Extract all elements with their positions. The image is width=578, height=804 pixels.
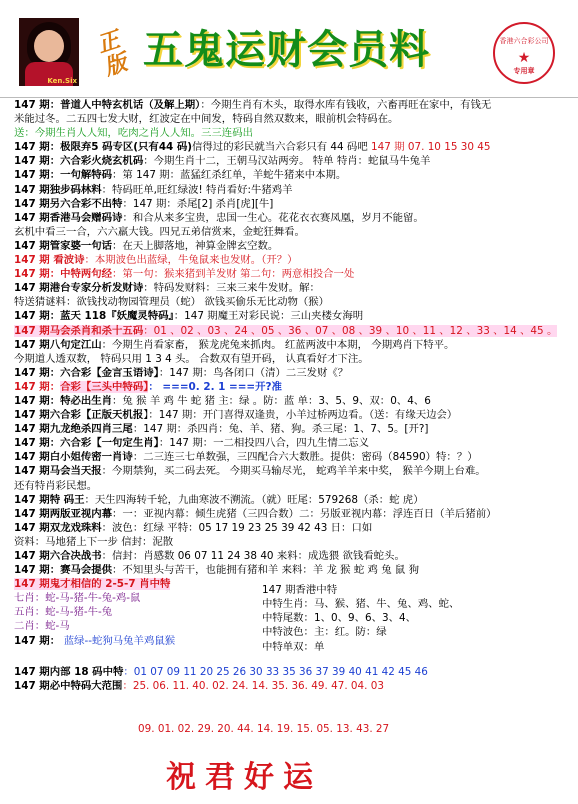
text-segment: 147 期：中特两句经 (14, 268, 113, 281)
line-l21 (14, 380, 572, 394)
text-segment: 147 期： (14, 564, 61, 577)
text-segment: 147 期六合决战书 (14, 550, 102, 562)
text-segment: 合彩【三头中特码】 (60, 380, 149, 393)
left-line-s5 (14, 634, 254, 648)
text-segment: 还有特肖彩民想。 (14, 479, 98, 492)
left-line-s2 (14, 591, 254, 605)
bottom-numbers: 09. 01. 02. 29. 20. 44. 14. 19. 15. 05. 13. 43. 27 (138, 723, 390, 735)
text-segment: 147 期马会当天报 (14, 465, 102, 478)
split-section (14, 577, 572, 665)
line-l12 (14, 253, 572, 267)
text-segment: ：二三连三七单数强，三四配合六大数胜。提供：密码（84590）特：？） (132, 451, 478, 464)
line-l10 (14, 225, 572, 239)
text-segment: ：本期波色出蓝绿，牛兔鼠来也发财。（开？） (84, 254, 298, 267)
text-segment: 147 期： (14, 380, 61, 393)
text-segment: 六合彩【一句定生肖】 (60, 437, 159, 450)
line-l29 (14, 493, 572, 507)
right-line-r3: 中特尾数：1、0、9、6、3、4、 (262, 612, 416, 625)
line-l4 (14, 140, 572, 154)
after-line-a2 (14, 679, 572, 693)
line-l25 (14, 436, 572, 450)
text-segment: 蓝绿--蛇狗马兔羊鸡鼠猴 (63, 634, 176, 647)
text-segment: 147 期 07. 10 15 30 45 (371, 141, 491, 154)
line-l5 (14, 154, 572, 168)
text-segment: 信得过的彩民就当六合彩只有 44 码吧 (192, 141, 372, 154)
text-segment: 147 期： (14, 634, 64, 647)
text-segment: 147 期 (14, 254, 54, 267)
text-segment: ：第一句：猴来猪到羊发财 第二句：两意相投合一处 (112, 268, 355, 281)
line-l17 (14, 324, 572, 338)
text-segment: 147 期八句定江山 (14, 338, 102, 351)
text-segment: 七肖：蛇-马-猪-牛-兔-鸡-鼠 (14, 592, 141, 605)
line-l22 (14, 394, 572, 408)
text-segment: ：一：亚视内幕：倾生虎猪（三四合数）二：另版亚视内幕：浮连百日（羊后猪前） (112, 507, 497, 520)
text-segment: 147 期： (14, 141, 61, 154)
text-segment: ：兔 猴 羊 鸡 牛 蛇 猪 主：绿 。防：蓝 单：3、5、9、双：0、4、6 (112, 394, 431, 407)
content (14, 98, 572, 693)
blessing-text: 祝君好运 (166, 760, 322, 795)
left-line-s4 (14, 619, 254, 633)
left-line-s1 (14, 577, 254, 591)
right-line-r1: 147 期香港中特 (262, 584, 338, 597)
line-l24 (14, 422, 572, 436)
edition-label: 正 版 (94, 27, 131, 82)
text-segment: ： ===0. 2. 1 ===开?准 (148, 380, 282, 393)
text-segment: 147 期马会杀肖和杀十五码 (14, 324, 144, 337)
text-segment: ：01 07 09 11 20 25 26 30 33 35 36 37 39 40 41 42 45 46 (123, 666, 428, 679)
text-segment: 今期道人透双数， 特码只用 1 3 4 头。 合数双有望开码， 认真看好才下注。 (14, 352, 369, 365)
text-segment: 147 期鬼才相信的 2-5-7 肖中特 (14, 578, 171, 591)
text-segment: 147 期管家婆一句话 (14, 239, 113, 252)
text-segment: 特送猜谜料：欲钱找动物园管理员（蛇） 欲钱买偷乐无比动物（猴） (14, 296, 330, 309)
text-segment: 147 期另六合彩不出特 (14, 197, 123, 210)
line-l6 (14, 168, 572, 182)
portrait-photo (19, 18, 79, 86)
text-segment: 147 期： (14, 99, 61, 111)
text-segment: ：147 期：杀四肖：兔、羊、猪、狗。杀三尾：1、7、5。[开?] (132, 423, 429, 436)
line-l7 (14, 183, 572, 197)
text-segment: ：在天上脚落地，神算金牌玄空数。 (112, 239, 279, 252)
line-l26 (14, 450, 572, 464)
text-segment: ：147 期魔王对彩民说：三山夹楼女海明 (173, 310, 364, 323)
line-l11 (14, 239, 572, 253)
text-segment: 赛马会提供 (60, 564, 113, 577)
text-segment: 147 期： (14, 155, 61, 168)
line-l27 (14, 464, 572, 478)
photo-tag: Ken.Six (47, 77, 77, 85)
line-l34 (14, 563, 572, 577)
text-segment: 147 期内部 18 码中特 (14, 666, 124, 679)
text-segment: 147 期六合彩【 (14, 409, 92, 422)
text-segment: 147 期： (14, 437, 61, 450)
text-segment: ：天生四海转千轮，九曲寒波不溯流。（就）旺尾：579268（杀：蛇 虎） (84, 493, 424, 506)
line-l1 (14, 98, 572, 112)
text-segment: 正版天机报 (91, 409, 144, 422)
text-segment: 六合彩【金言玉语诗】 (60, 366, 159, 379)
left-line-s3 (14, 605, 254, 619)
text-segment: ：147 期：一二相投四八合，四九生情二忘义 (158, 437, 369, 450)
text-segment: ：和合从来多宝贵，忠国一生心。花花衣衣赛凤凰，岁月不能留。 (122, 211, 424, 224)
text-segment: 】：147 期：开门喜得双逢贵，小羊过桥两边看。（送：有缘天边会） (143, 409, 458, 422)
line-l14 (14, 281, 572, 295)
text-segment: 资料：马地猪上下一步 信封：泥散 (14, 535, 174, 548)
text-segment: ：波色：红绿 平特：05 17 19 23 25 39 42 43 日：口如 (101, 521, 373, 534)
line-l15 (14, 295, 572, 309)
text-segment: 蓝天 118『妖魔灵特码』 (60, 310, 174, 323)
text-segment: ：特码发财料：三来三来牛发财。解： (143, 282, 320, 295)
line-l28 (14, 479, 572, 493)
line-l20 (14, 366, 572, 380)
line-l30 (14, 507, 572, 521)
text-segment: 看波诗 (53, 254, 85, 267)
line-l32 (14, 535, 572, 549)
text-segment: 极限弃5 码专区(只有44 码) (60, 141, 193, 154)
text-segment: 147 期特 码王 (14, 493, 85, 506)
after-line-a1 (14, 665, 572, 679)
text-segment: 送：今期生肖人人知，吃肉之肖人人知。三三连码出 (14, 127, 253, 140)
right-line-r2: 中特生肖：马、猴、猪、牛、兔、鸡、蛇、 (262, 598, 460, 611)
text-segment: ：特码旺单,旺红绿波! 特肖看好:牛猪鸡羊 (101, 183, 293, 196)
page-title: 五鬼运财会员料 (143, 27, 430, 73)
text-segment: ：147 期：杀尾[2] 杀肖[虎][牛] (122, 197, 274, 210)
text-segment: 147 期两版亚视内幕 (14, 507, 113, 520)
line-l3 (14, 126, 572, 140)
text-segment: 147 期九龙绝杀四肖三尾 (14, 423, 133, 436)
text-segment: 米能过冬。二五四七发大财，红波定在中间发，特码自然双数来，眼前机会特码在。 (14, 113, 399, 126)
text-segment: 147 期： (14, 394, 61, 407)
line-l31 (14, 521, 572, 535)
text-segment: 147 期白小姐传密一肖诗 (14, 451, 133, 464)
text-segment: 玄机中看三一合，六六羸大钱。四兄五弟信赏来，金蛇狂舞看。 (14, 225, 305, 238)
star-icon: ★ (517, 50, 531, 66)
right-line-r4: 中特波色：主：红。防：绿 (262, 626, 387, 639)
text-segment: 147 期： (14, 310, 61, 323)
line-l16 (14, 309, 572, 323)
text-segment: ：今期生肖十二，王朝马汉站两旁。 特单 特肖：蛇鼠马牛兔羊 (143, 155, 431, 168)
text-segment: 六合彩火烧玄机码 (60, 155, 144, 168)
line-l18 (14, 338, 572, 352)
company-seal: 香港六合彩公司 ★ 专用章 (493, 22, 555, 84)
text-segment: 147 期： (14, 366, 61, 379)
text-segment: ：147 期：鸟各闭口（清）二三发财《？ (158, 366, 349, 379)
text-segment: 147 期： (14, 169, 61, 182)
split-right (262, 583, 562, 653)
text-segment: ：第 147 期：蓝猛红杀红单，羊蛇牛猪来中本期。 (112, 169, 347, 182)
line-l13 (14, 267, 572, 281)
text-segment: ：信封：肖感数 06 07 11 24 38 40 来料：成选猥 欲钱看蛇头。 (101, 550, 405, 562)
line-l9 (14, 211, 572, 225)
text-segment: 特必出生肖 (60, 394, 113, 407)
text-segment: 147 期双龙戏珠料 (14, 521, 102, 534)
text-segment: 普道人中特玄机话（及解上期） (60, 99, 201, 111)
line-l8 (14, 197, 572, 211)
text-segment: 五肖：蛇-马-猪-牛-兔 (14, 606, 113, 619)
header (0, 0, 578, 98)
text-segment: 147 期港台专家分析发财诗 (14, 282, 144, 295)
text-segment: ：今期生肖看家畜， 猴龙虎兔来抓肉。 红蓝两波中本期， 今期鸡肖下特平。 (101, 338, 455, 351)
line-l19 (14, 352, 572, 366)
text-segment: ：01 、02 、03 、24 、05 、36 、07 、08 、39 、10 、11 、12 、33 、14 、45 。 (143, 324, 558, 337)
line-l23 (14, 408, 572, 422)
text-segment: ：今期禁狗，买二码去死。 今期买马输尽光， 蛇鸡羊羊来中奖， 猴羊今期上台难。 (101, 465, 486, 478)
right-line-r5: 中特单双：单 (262, 640, 325, 653)
split-left (14, 577, 254, 647)
text-segment: ：不知里头与苦干，也能拥有猪和羊 来料：羊 龙 猴 蛇 鸡 兔 鼠 狗 (112, 564, 420, 577)
text-segment: ：25. 06. 11. 40. 02. 24. 14. 35. 36. 49. 47. 04. 03 (122, 680, 384, 693)
text-segment: 二肖：蛇-马 (14, 620, 70, 633)
text-segment: 147 期独步码林料 (14, 183, 102, 196)
text-segment: 147 期必中特码大范围 (14, 680, 123, 693)
text-segment: 一句解特码 (60, 169, 113, 182)
text-segment: 147 期香港马会赠码诗 (14, 211, 123, 224)
line-l33 (14, 549, 572, 563)
line-l2 (14, 112, 572, 126)
text-segment: ：今期生肖有木头，取得水库有钱收，六畜再旺在家中，有钱无 (200, 99, 492, 111)
